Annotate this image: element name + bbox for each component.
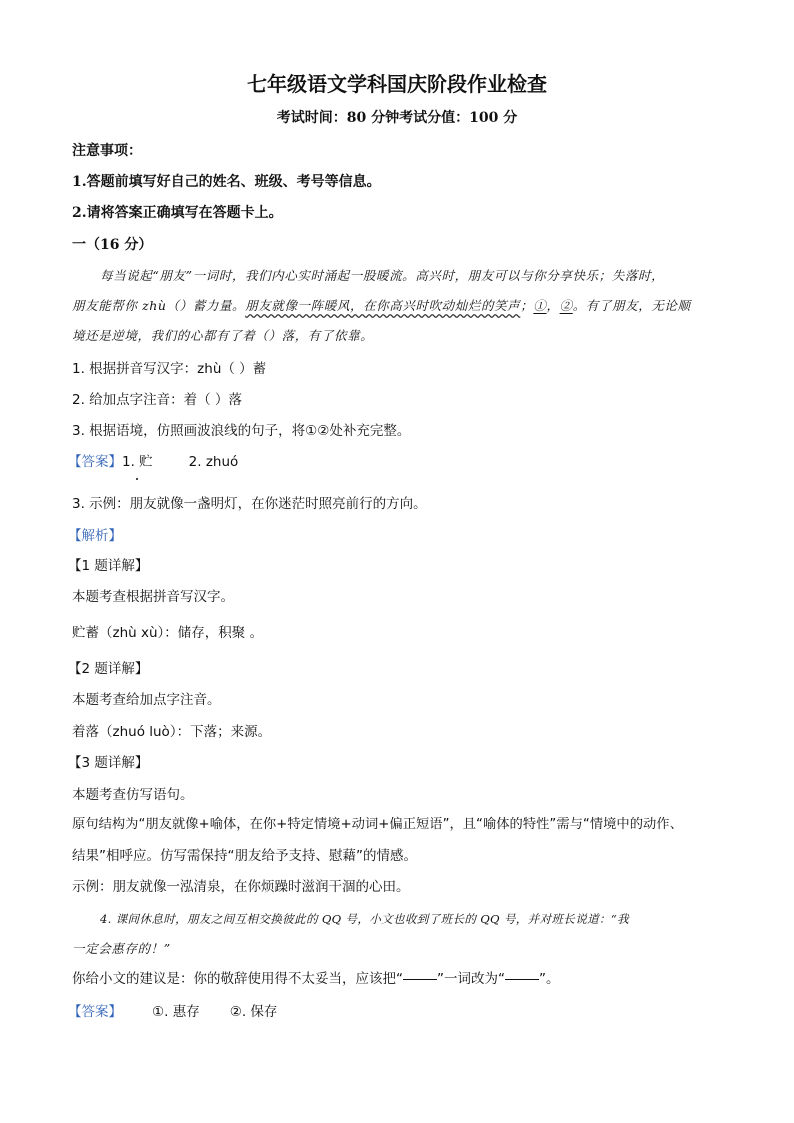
question-4-line-1: 4. 课间休息时，朋友之间互相交换彼此的 QQ 号，小文也收到了班长的 QQ 号，并对班长说道：“我 (100, 912, 629, 926)
detail-3-label: 【3 题详解】 (68, 755, 149, 771)
detail-2-label: 【2 题详解】 (68, 661, 149, 677)
detail-2-text: 本题考查给加点字注音。 (72, 692, 221, 708)
section-heading: 一（16 分） (72, 237, 153, 253)
notes-item-2: 2.请将答案正确填写在答题卡上。 (72, 205, 283, 221)
answer-blank-2 (505, 979, 539, 980)
detail-3-structure: 原句结构为“朋友就像+喻体，在你+特定情境+动词+偏正短语”，且“喻体的特性”需与“情境中的动作、 (72, 817, 683, 832)
answer-4-value-1: . 惠存 (164, 1004, 200, 1020)
exam-info: 考试时间：80 分钟考试分值：100 分 (276, 110, 518, 126)
analysis-label: 【解析】 (68, 528, 122, 544)
passage-text: 。有了朋友，无论顺 (572, 298, 691, 313)
answer-2: 2. zhuó (188, 454, 239, 470)
answer-4-line (68, 1002, 277, 1022)
answer-4-value-2: . 保存 (241, 1004, 278, 1020)
answer-4-number-1: ① (152, 1004, 165, 1020)
answer-blank-1 (403, 979, 437, 980)
question-4-line-2: 一定会惠存的！” (72, 941, 171, 956)
passage-text: ； (520, 298, 534, 313)
detail-3-example: 示例：朋友就像一泓清泉，在你烦躁时滋润干涸的心田。 (72, 879, 410, 895)
blank-marker-2: ② (559, 298, 573, 313)
notes-heading: 注意事项： (72, 143, 142, 159)
prompt-text: ”。 (539, 971, 560, 987)
passage-text: ， (546, 298, 560, 313)
question-2: 2. 给加点字注音：着（ ）落 (72, 392, 242, 408)
answer-4-number-2: ② (229, 1004, 242, 1020)
prompt-text: ”一词改为“ (437, 971, 505, 987)
prompt-text: 你给小文的建议是：你的敬辞使用得不太妥当，应该把“ (72, 971, 403, 987)
page-title: 七年级语文学科国庆阶段作业检查 (247, 72, 547, 96)
emphasis-dot (136, 478, 138, 480)
detail-1-label: 【1 题详解】 (68, 558, 149, 574)
question-3: 3. 根据语境，仿照画波浪线的句子，将①②处补充完整。 (72, 423, 411, 439)
question-1: 1. 根据拼音写汉字：zhù（ ）蓄 (72, 361, 267, 377)
passage-line-3: 境还是逆境，我们的心都有了着（）落，有了依靠。 (72, 328, 374, 343)
detail-3-text: 本题考查仿写语句。 (72, 787, 194, 803)
passage-text: 朋友能帮你 zhù（）蓄力量。 (72, 298, 246, 313)
answer-line (68, 452, 238, 472)
blank-marker-1: ① (533, 298, 547, 313)
answer-1: 1. 贮 (122, 454, 153, 470)
answer-label: 【答案】 (68, 454, 122, 470)
detail-1-definition: 贮蓄（zhù xù）：储存，积聚 。 (72, 625, 264, 641)
passage-line-1: 每当说起“朋友”一词时，我们内心实时涌起一股暖流。高兴时，朋友可以与你分享快乐；失落时， (100, 268, 665, 283)
notes-item-1: 1.答题前填写好自己的姓名、班级、考号等信息。 (72, 174, 381, 190)
wavy-underlined-sentence: 朋友就像一阵暖风，在你高兴时吹动灿烂的笑声 (245, 298, 521, 313)
answer-4-label: 【答案】 (68, 1004, 122, 1020)
detail-1-text: 本题考查根据拼音写汉字。 (72, 589, 234, 605)
passage-line-2 (72, 296, 691, 316)
detail-3-requirement: 结果”相呼应。仿写需保持“朋友给予支持、慰藉”的情感。 (72, 848, 417, 864)
question-4-prompt (72, 969, 560, 989)
answer-3: 3. 示例：朋友就像一盏明灯，在你迷茫时照亮前行的方向。 (72, 496, 427, 512)
detail-2-definition: 着落（zhuó luò）：下落；来源。 (72, 724, 272, 740)
